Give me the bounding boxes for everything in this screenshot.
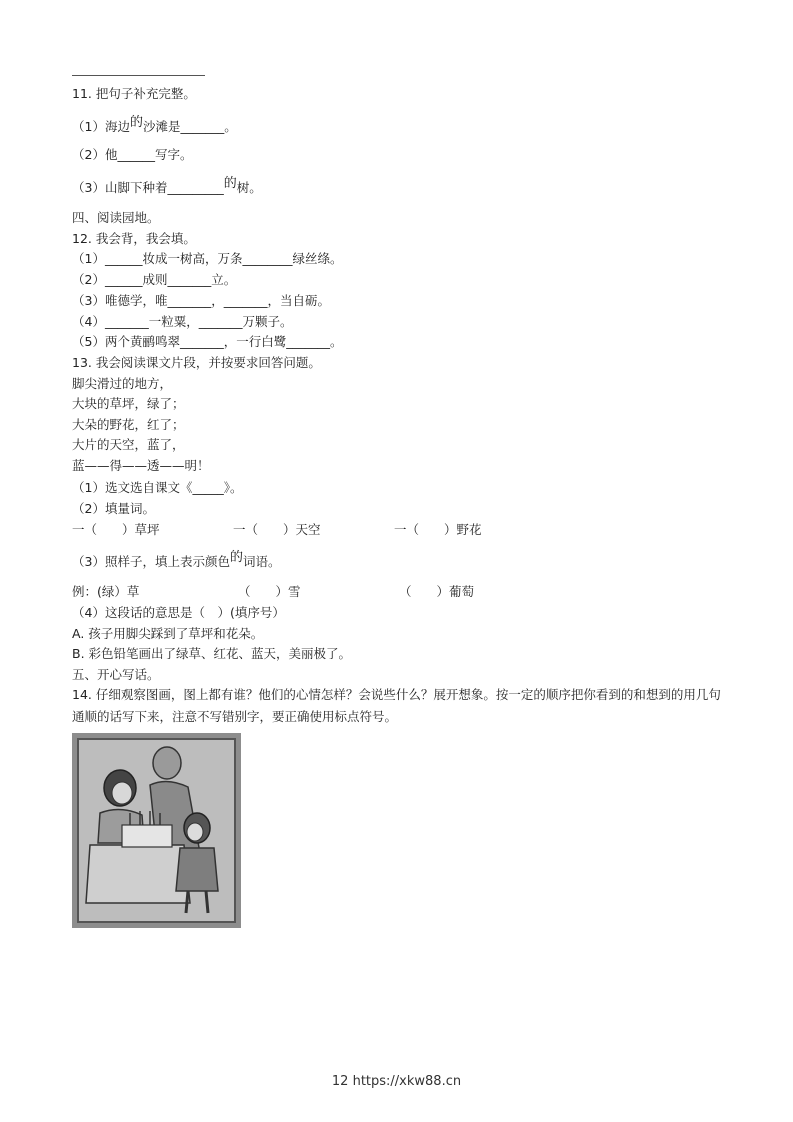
q13-part-3: （3）照样子，填上表示颜色的词语。 [72,550,281,569]
q13-part-1: （1）选文选自课文《_____》。 [72,480,243,495]
q13-title: 13. 我会阅读课文片段，并按要求回答问题。 [72,355,321,370]
poem-line-2: 大块的草坪，绿了； [72,396,185,411]
poem-line-1: 脚尖滑过的地方， [72,376,173,391]
q12-title: 12. 我会背，我会填。 [72,231,196,246]
birthday-scene-drawing [72,733,241,928]
measure-word-1: 一（ ）草坪 [72,522,160,537]
birthday-illustration [72,733,241,928]
header-rule [72,75,205,76]
q11-item-1: （1）海边的沙滩是_______。 [72,115,237,134]
color-example: 例：(绿）草 [72,584,140,599]
poem-line-3: 大朵的野花，红了； [72,417,185,432]
color-blank-snow: （ ）雪 [238,584,301,599]
option-a: A. 孩子用脚尖踩到了草坪和花朵。 [72,626,264,641]
q11-item-3: （3）山脚下种着_________的树。 [72,176,262,195]
q12-item-2: （2）______成则_______立。 [72,272,237,287]
poem-line-4: 大片的天空，蓝了， [72,437,185,452]
q14-prompt: 14. 仔细观察图画，图上都有谁？他们的心情怎样？会说些什么？展开想象。按一定的顺序把你看到的和想到的用几句通顺的话写下来，注意不写错别字，要正确使用标点符号。 [72,687,721,724]
poem-line-5: 蓝——得——透——明！ [72,458,210,473]
q13-part-2: （2）填量词。 [72,501,155,516]
measure-word-2: 一（ ）天空 [233,522,321,537]
q12-item-1: （1）______妆成一树高，万条________绿丝绦。 [72,251,343,266]
color-blank-grape: （ ）葡萄 [399,584,475,599]
page-footer: 12 https://xkw88.cn [331,1074,462,1089]
q12-item-4: （4）_______一粒粟，_______万颗子。 [72,314,293,329]
q11-item-2: （2）他______写字。 [72,147,193,162]
option-b: B. 彩色铅笔画出了绿草、红花、蓝天，美丽极了。 [72,646,352,661]
q12-item-5: （5）两个黄鹂鸣翠_______，一行白鹭_______。 [72,334,343,349]
section-5-heading: 五、开心写话。 [72,667,160,682]
q12-item-3: （3）唯德学，唯_______，_______，当自砺。 [72,293,330,308]
section-4-heading: 四、阅读园地。 [72,210,160,225]
measure-word-3: 一（ ）野花 [394,522,482,537]
q11-title: 11. 把句子补充完整。 [72,86,196,101]
q13-part-4: （4）这段话的意思是（ ）(填序号） [72,605,285,620]
